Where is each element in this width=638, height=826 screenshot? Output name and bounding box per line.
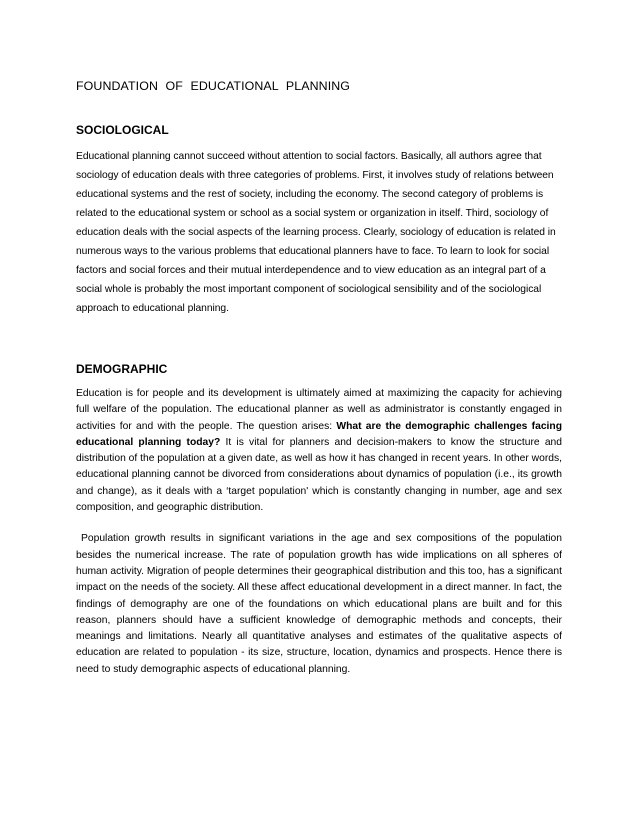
sociological-paragraph: Educational planning cannot succeed without attention to social factors. Basically, all authors agree that sociology of education deals with three categories of problems. First, it involves study of relations between educational systems and the rest of society, including the economy. The second category of problems is related to the educational system or school as a social system or organization in itself. Third, sociology of education deals with the social aspects of the learning process. Clearly, sociology of education is related in numerous ways to the various problems that educational planners have to face. To learn to look for social factors and social forces and their mutual interdependence and to view education as an integral part of a social whole is probably the most important component of sociological sensibility and of the sociological approach to educational planning. xyxy=(76,151,556,314)
sociological-heading: SOCIOLOGICAL xyxy=(76,123,169,137)
document-content xyxy=(76,77,565,678)
demographic-heading: DEMOGRAPHIC xyxy=(76,362,168,376)
demographic-key-question: What are the demographic challenges facing educational planning today? xyxy=(76,420,562,448)
demographic-paragraph-1-rest: It is vital for planners and decision-makers to know the structure and distribution of the population at a given date, as well as how it has changed in recent years. In other words, educational planning cannot be divorced from considerations about dynamics of population (i.e., its growth and change), as it deals with a ‘target population' which is constantly changing in number, age and sex composition, and geographic distribution. xyxy=(76,436,562,514)
demographic-paragraph-1 xyxy=(76,386,562,516)
demographic-paragraph-2: Population growth results in significant variations in the age and sex compositions of the population besides the numerical increase. The rate of population growth has wide implications on all spheres of human activity. Migration of people determines their geographical distribution and this too, has a significant impact on the needs of the society. All these affect educational development in a direct manner. In fact, the findings of demography are one of the foundations on which educational plans are built and for this reason, planners should have a sufficient knowledge of demographic methods and concepts, their meanings and limitations. Nearly all quantitative analyses and estimates of the qualitative aspects of education are related to population - its size, structure, location, dynamics and prospects. Hence there is need to study demographic aspects of educational planning. xyxy=(76,533,565,675)
demographic-paragraph-1-intro: Education is for people and its development is ultimately aimed at maximizing the capacity for achieving full welfare of the population. The educational planner as well as administrator is constantly engaged in activities for and with the people. The question arises: xyxy=(76,388,562,432)
document-title: FOUNDATION OF EDUCATIONAL PLANNING xyxy=(76,79,351,93)
